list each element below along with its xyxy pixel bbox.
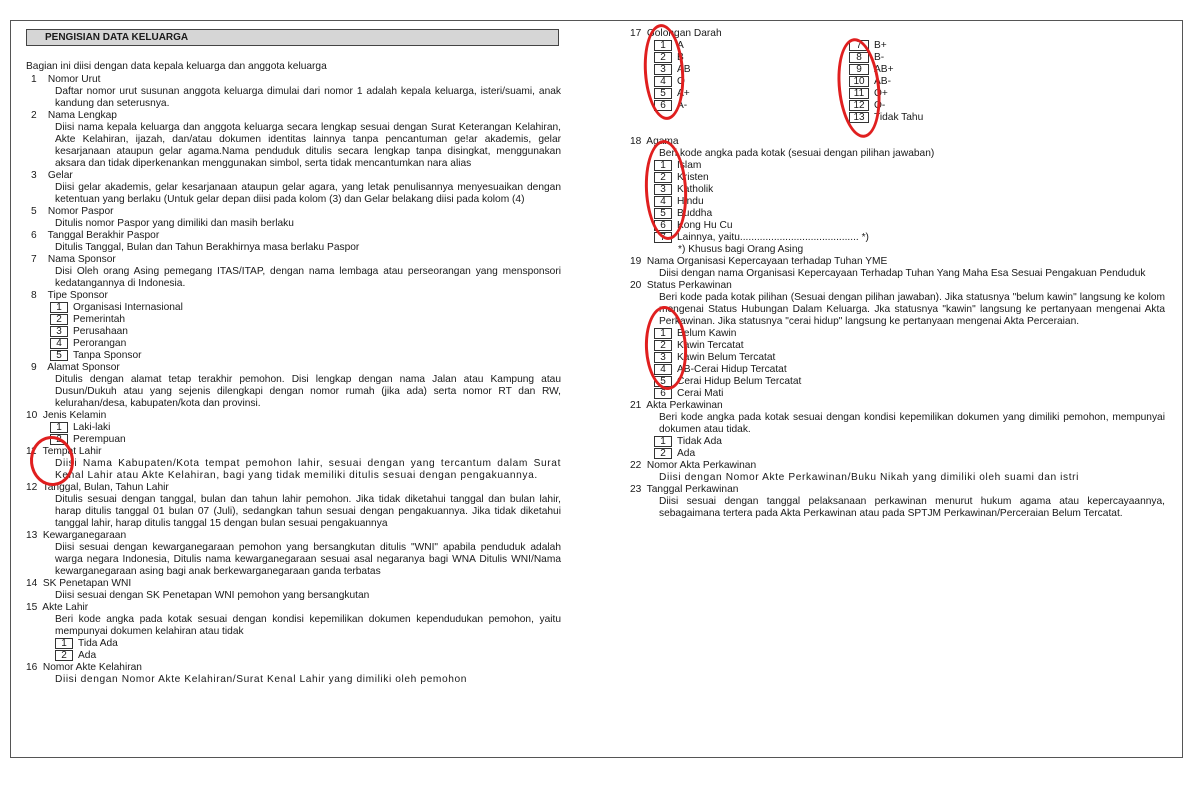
item-desc: Diisi gelar akademis, gelar kesarjanaan ataupun gelar agara, yang letak penulisannya menyesuaikan dengan ketentuan yang berlaku (Untuk gelar depan diisi pada kolom (3) dan Gelar belakang diisi pada kolom (4) — [55, 182, 561, 205]
item-desc: Diisi nama kepala keluarga dan anggota keluarga secara lengkap sesuai dengan Surat Keterangan Kelahiran, Akte Kelahiran, ijazah, dan/atau dokumen identitas lainnya tanpa pencantuman ge!ar akademis, gelar kesarjanaan ataupun gelar agama.Nama penduduk ditulis secara lengkap tanpa disingkat, menggunakan aksara dan tidak diperkenankan menggunakan simbol, serta tidak mencantumkan nara alias — [55, 122, 561, 169]
code-box: 2 — [654, 172, 672, 183]
option-row — [26, 326, 561, 338]
intro-text: Bagian ini diisi dengan data kepala keluarga dan anggota keluarga — [26, 61, 327, 72]
code-box: 1 — [50, 302, 68, 313]
item-title: Akta Perkawinan — [646, 400, 723, 411]
item-title: Jenis Kelamin — [42, 410, 107, 421]
section-header: PENGISIAN DATA KELUARGA — [26, 29, 559, 46]
code-box: 2 — [55, 650, 73, 661]
code-box: 5 — [50, 350, 68, 361]
option-label: AB- — [874, 76, 891, 87]
item-desc: Diisi dengan Nomor Akte Kelahiran/Surat Kenal Lahir yang dimiliki oleh pemohon — [55, 674, 468, 685]
item-tanggal-lahir: 12 Tanggal, Bulan, Tahun Lahir Ditulis sesuai dengan tanggal, bulan dan tahun lahir pemohon. Jika tidak diketahui tanggal dan bulan lahir, harap ditulis tanggal 01 bulan 07 (Juli), sedangkan tahun sesuai dengan pengakuannya. Jika tidak diketahui tanggal lahir, harap ditulis tanggal 15 dengan bulan sesuai pengakuannya — [26, 482, 561, 529]
option-label: Perorangan — [73, 338, 127, 349]
item-akte-lahir: 15 Akte Lahir Beri kode angka pada kotak sesuai dengan kondisi kepemilikan dokumen kependudukan pemohon, yaitu mempunyai dokumen kelahiran atau tidak 1 Tida Ada 2 Ada — [26, 602, 561, 661]
right-column — [630, 28, 1165, 520]
option-row — [630, 436, 1165, 448]
option-label: A — [677, 40, 684, 51]
code-box: 1 — [654, 160, 672, 171]
code-box: 2 — [654, 448, 672, 459]
item-desc: Beri kode angka pada kotak sesuai dengan kondisi kepemilikan dokumen kependudukan pemohon, yaitu mempunyai dokumen kelahiran atau tidak — [55, 614, 561, 637]
item-gelar: 3 Gelar Diisi gelar akademis, gelar kesarjanaan ataupun gelar agara, yang letak penulisannya menyesuaikan dengan ketentuan yang berlaku (Untuk gelar depan diisi pada kolom (3) dan Gelar belakang diisi pada kolom (4) — [26, 170, 561, 206]
item-desc: Ditulis sesuai dengan tanggal, bulan dan tahun lahir pemohon. Jika tidak diketahui tanggal dan bulan lahir, harap ditulis tanggal 01 bulan 07 (Juli), sedangkan tahun sesuai dengan pengakuannya. Jika tidak diketahui tanggal lahir, harap ditulis tanggal 15 dengan bulan sesuai pengakuannya — [55, 494, 561, 529]
blood-type-options — [654, 40, 1165, 126]
code-box: 4 — [654, 196, 672, 207]
item-nomor-urut: 1 Nomor Urut Daftar nomor urut susunan anggota keluarga dimulai dari nomor 1 adalah kepala keluarga, isteri/suami, anak kandung dan seterusnya. — [26, 74, 561, 110]
code-box: 1 — [654, 328, 672, 339]
item-title: Nomor Urut — [47, 74, 101, 85]
option-label: Ada — [677, 448, 696, 459]
code-box: 1 — [55, 638, 73, 649]
option-label: Kristen — [677, 172, 709, 183]
option-label: Islam — [677, 160, 702, 171]
item-desc: Diisi sesuai dengan SK Penetapan WNI pemohon yang bersangkutan — [55, 590, 370, 601]
option-label: Organisasi Internasional — [73, 302, 183, 313]
item-title: Gelar — [47, 170, 73, 181]
option-row — [630, 388, 1165, 400]
item-desc: Disi Oleh orang Asing pemegang ITAS/ITAP, dengan nama lembaga atau perseorangan yang mensponsori kedatangannya di Indonesia. — [55, 266, 561, 289]
code-box: 1 — [654, 436, 672, 447]
item-title: Akte Lahir — [42, 602, 89, 613]
item-desc: Diisi Nama Kabupaten/Kota tempat pemohon lahir, sesuai dengan yang tercantum dalam Surat Kenal Lahir atau Akte Kelahiran, bagi yang tidak memiliki ditulis sesuai dengan pengakuannya. — [55, 458, 561, 481]
option-row — [630, 364, 1165, 376]
option-label: Perusahaan — [73, 326, 128, 337]
option-row — [26, 314, 561, 326]
option-row — [26, 434, 561, 446]
item-tipe-sponsor: 8 Tipe Sponsor 1 Organisasi Internasional 2 Pemerintah 3 Perusahaan 4 Perorangan 5 Tanpa Sponsor — [26, 290, 561, 362]
code-box: 7 — [849, 40, 869, 51]
item-desc: Diisi dengan nama Organisasi Kepercayaan Terhadap Tuhan Yang Maha Esa Sesuai Pengakuan Penduduk — [659, 268, 1146, 279]
code-box: 3 — [654, 64, 672, 75]
option-label: Tidak Ada — [677, 436, 722, 447]
option-row — [26, 650, 561, 662]
item-nama-sponsor: 7 Nama Sponsor Disi Oleh orang Asing pemegang ITAS/ITAP, dengan nama lembaga atau perseorangan yang mensponsori kedatangannya di Indonesia. — [26, 254, 561, 290]
option-label: Laki-laki — [73, 422, 111, 433]
option-row — [26, 350, 561, 362]
option-row — [630, 232, 1165, 244]
code-box: 3 — [654, 352, 672, 363]
option-label: A+ — [677, 88, 690, 99]
code-box: 5 — [654, 376, 672, 387]
option-label: AB — [677, 64, 691, 75]
option-label: O+ — [874, 88, 888, 99]
item-title: Status Perkawinan — [646, 280, 732, 291]
item-kewarganegaraan: 13 Kewarganegaraan Diisi sesuai dengan kewarganegaraan pemohon yang bersangkutan ditulis "WNI" apabila penduduk adalah warga negara Indonesia, Ditulis nama kewarganegaraan sesuai asal negaranya bagi WNA Ditulis WNI/Nama kewarganegaraan asing bagi anak berkewarganegaraan ganda terbatas — [26, 530, 561, 577]
option-label: B — [677, 52, 684, 63]
item-title: Kewarganegaraan — [42, 530, 127, 541]
item-title: Tanggal Berakhir Paspor — [47, 230, 160, 241]
option-row — [630, 160, 1165, 172]
option-label: Tidak Tahu — [874, 112, 924, 123]
item-desc: Beri kode angka pada kotak (sesuai dengan pilihan jawaban) — [659, 148, 935, 159]
option-label: Kawin Tercatat — [677, 340, 744, 351]
option-label: Cerai Mati — [677, 388, 724, 399]
option-row — [630, 220, 1165, 232]
option-label: Belum Kawin — [677, 328, 737, 339]
code-box: 11 — [849, 88, 869, 99]
item-jenis-kelamin: 10 Jenis Kelamin 1 Laki-laki 2 Perempuan — [26, 410, 561, 446]
option-label: Buddha — [677, 208, 713, 219]
code-box: 1 — [654, 40, 672, 51]
option-label: Kong Hu Cu — [677, 220, 733, 231]
item-status-perkawinan: 20 Status Perkawinan Beri kode pada kotak pilihan (Sesuai dengan pilihan jawaban). Jika statusnya "belum kawin" langsung ke kolom mengenai Status Hubungan Dalam Keluarga. Jka statusnya "kawin" langsung ke pertanyaan mengenai Akta Perkawinan. Jika statusnya "cerai hidup" langsung ke pertanyaan mengenai Akta Perceraian. 1 Belum Kawin 2 Kawin Tercatat 3 Kawin Belum Tercatat 4 AB-Cerai Hidup Tercatat 5 Cerai Hidup Belum Tercatat 6 Cerai Mati — [630, 280, 1165, 399]
option-label: Lainnya, yaitu.......................................... *) — [677, 232, 869, 243]
option-label: Ada — [78, 650, 97, 661]
left-column — [26, 74, 561, 686]
code-box: 6 — [654, 100, 672, 111]
item-title: Nama Lengkap — [47, 110, 117, 121]
code-box: 6 — [654, 388, 672, 399]
option-label: Pemerintah — [73, 314, 126, 325]
option-row — [630, 184, 1165, 196]
item-nomor-akte-kelahiran: 16 Nomor Akte Kelahiran Diisi dengan Nomor Akte Kelahiran/Surat Kenal Lahir yang dimiliki oleh pemohon — [26, 662, 561, 686]
item-alamat-sponsor: 9 Alamat Sponsor Ditulis dengan alamat tetap terakhir pemohon. Disi lengkap dengan nama Jalan atau Kampung atau Dusun/Dukuh atau yang sejenis dilengkapi dengan nomor rumah (jika ada) serta nomor RT dan RW, kelurahan/desa, kabupaten/kota dan provinsi. — [26, 362, 561, 410]
item-sk-penetapan-wni: 14 SK Penetapan WNI Diisi sesuai dengan SK Penetapan WNI pemohon yang bersangkutan — [26, 578, 561, 602]
option-row — [630, 448, 1165, 460]
item-title: SK Penetapan WNI — [42, 578, 132, 589]
code-box: 3 — [50, 326, 68, 337]
item-title: Golongan Darah — [646, 28, 722, 39]
code-box: 2 — [654, 52, 672, 63]
item-title: Alamat Sponsor — [47, 362, 120, 373]
item-desc: Daftar nomor urut susunan anggota keluarga dimulai dari nomor 1 adalah kepala keluarga, isteri/suami, anak kandung dan seterusnya. — [55, 86, 561, 109]
code-box: 3 — [654, 184, 672, 195]
option-row — [630, 208, 1165, 220]
item-desc: Beri kode pada kotak pilihan (Sesuai dengan pilihan jawaban). Jika statusnya "belum kawin" langsung ke kolom mengenai Status Hubungan Dalam Keluarga. Jka statusnya "kawin" langsung ke pertanyaan mengenai Akta Perkawinan. Jika statusnya "cerai hidup" langsung ke pertanyaan mengenai Akta Perceraian. — [659, 292, 1165, 327]
option-label: Katholik — [677, 184, 714, 195]
code-box: 6 — [654, 220, 672, 231]
item-desc: Diisi sesuai dengan kewarganegaraan pemohon yang bersangkutan ditulis "WNI" apabila penduduk adalah warga negara Indonesia, Ditulis nama kewarganegaraan sesuai asal negaranya bagi WNA Ditulis WNI/Nama kewarganegaraan asing bagi anak berkewarganegaraan ganda terbatas — [55, 542, 561, 577]
option-label: Cerai Hidup Belum Tercatat — [677, 376, 802, 387]
item-agama: 18 Agama Beri kode angka pada kotak (sesuai dengan pilihan jawaban) 1 Islam 2 Kristen 3 Katholik 4 Hindu 5 Buddha 6 Kong Hu Cu 7 Lainnya, yaitu.......................................... *) *) Khusus bagi Orang Asing — [630, 136, 1165, 256]
item-title: Tempat Lahir — [42, 446, 102, 457]
item-nomor-akta-perkawinan: 22 Nomor Akta Perkawinan Diisi dengan Nomor Akte Perkawinan/Buku Nikah yang dimiliki oleh suami dan istri — [630, 460, 1165, 484]
code-box: 12 — [849, 100, 869, 111]
code-box: 2 — [50, 434, 68, 445]
option-label: B- — [874, 52, 885, 63]
item-golongan-darah: 17 Golongan Darah 1 A 2 B 3 AB 4 O 5 A+ 6 A- 7 B+ 8 B- 9 AB+ 10 AB- 11 O+ 12 O- 13 Tidak Tahu — [630, 28, 1165, 126]
option-label: A- — [677, 100, 688, 111]
option-row — [26, 638, 561, 650]
option-label: O- — [874, 100, 886, 111]
item-nomor-paspor: 5 Nomor Paspor Ditulis nomor Paspor yang dimiliki dan masih berlaku — [26, 206, 561, 230]
item-desc: Ditulis nomor Paspor yang dimiliki dan masih berlaku — [55, 218, 294, 229]
code-box: 1 — [50, 422, 68, 433]
item-nama-lengkap: 2 Nama Lengkap Diisi nama kepala keluarga dan anggota keluarga secara lengkap sesuai dengan Surat Keterangan Kelahiran, Akte Kelahiran, ijazah, dan/atau dokumen identitas lainnya tanpa pencantuman ge!ar akademis, gelar kesarjanaan ataupun gelar agama.Nama penduduk ditulis secara lengkap tanpa disingkat, menggunakan aksara dan tidak diperkenankan menggunakan simbol, serta tidak mencantumkan nara alias — [26, 110, 561, 170]
item-title: Nomor Akte Kelahiran — [42, 662, 142, 673]
option-row — [630, 328, 1165, 340]
option-row — [630, 196, 1165, 208]
item-title: Agama — [646, 136, 679, 147]
code-box: 7 — [654, 232, 672, 243]
item-desc: Beri kode angka pada kotak sesuai dengan kondisi kepemilikan dokumen yang dimiliki pemohon, mempunyai dokumen atau tidak. — [659, 412, 1165, 435]
item-akta-perkawinan: 21 Akta Perkawinan Beri kode angka pada kotak sesuai dengan kondisi kepemilikan dokumen yang dimiliki pemohon, mempunyai dokumen atau tidak. 1 Tidak Ada 2 Ada — [630, 400, 1165, 459]
code-box: 8 — [849, 52, 869, 63]
code-box: 10 — [849, 76, 869, 87]
item-title: Nama Organisasi Kepercayaan terhadap Tuhan YME — [646, 256, 888, 267]
item-tanggal-berakhir-paspor: 6 Tanggal Berakhir Paspor Ditulis Tanggal, Bulan dan Tahun Berakhirnya masa berlaku Paspor — [26, 230, 561, 254]
code-box: 4 — [654, 364, 672, 375]
option-row — [630, 172, 1165, 184]
item-title: Nomor Paspor — [47, 206, 114, 217]
footnote: *) Khusus bagi Orang Asing — [678, 244, 804, 255]
option-row — [26, 302, 561, 314]
option-label: Perempuan — [73, 434, 126, 445]
option-row — [26, 422, 561, 434]
option-label: B+ — [874, 40, 887, 51]
item-organisasi-kepercayaan: 19 Nama Organisasi Kepercayaan terhadap Tuhan YME Diisi dengan nama Organisasi Kepercayaan Terhadap Tuhan Yang Maha Esa Sesuai Pengakuan Penduduk — [630, 256, 1165, 280]
code-box: 2 — [50, 314, 68, 325]
option-label: AB+ — [874, 64, 894, 75]
code-box: 5 — [654, 208, 672, 219]
item-desc: Diisi dengan Nomor Akte Perkawinan/Buku Nikah yang dimiliki oleh suami dan istri — [659, 472, 1080, 483]
option-row — [630, 340, 1165, 352]
option-label: Kawin Belum Tercatat — [677, 352, 776, 363]
item-title: Nama Sponsor — [47, 254, 116, 265]
item-tempat-lahir: 11 Tempat Lahir Diisi Nama Kabupaten/Kota tempat pemohon lahir, sesuai dengan yang tercantum dalam Surat Kenal Lahir atau Akte Kelahiran, bagi yang tidak memiliki ditulis sesuai dengan pengakuannya. — [26, 446, 561, 481]
code-box: 4 — [654, 76, 672, 87]
option-label: Hindu — [677, 196, 704, 207]
code-box: 4 — [50, 338, 68, 349]
code-box: 13 — [849, 112, 869, 123]
code-box: 9 — [849, 64, 869, 75]
item-title: Nomor Akta Perkawinan — [646, 460, 757, 471]
code-box: 5 — [654, 88, 672, 99]
option-row — [26, 338, 561, 350]
item-tanggal-perkawinan: 23 Tanggal Perkawinan Diisi sesuai dengan tanggal pelaksanaan perkawinan menurut hukum agama atau kepercayaannya, sebagaimana tertera pada Akta Perkawinan atau pada SPTJM Perkawinan/Perceraian Belum Tercatat. — [630, 484, 1165, 519]
option-label: Tida Ada — [78, 638, 118, 649]
option-label: Tanpa Sponsor — [73, 350, 142, 361]
item-desc: Ditulis Tanggal, Bulan dan Tahun Berakhirnya masa berlaku Paspor — [55, 242, 360, 253]
item-title: Tanggal, Bulan, Tahun Lahir — [42, 482, 169, 493]
item-desc: Diisi sesuai dengan tanggal pelaksanaan perkawinan menurut hukum agama atau kepercayaannya, sebagaimana tertera pada Akta Perkawinan atau pada SPTJM Perkawinan/Perceraian Belum Tercatat. — [659, 496, 1165, 519]
item-title: Tanggal Perkawinan — [646, 484, 739, 495]
item-title: Tipe Sponsor — [47, 290, 108, 301]
option-label: O — [677, 76, 685, 87]
code-box: 2 — [654, 340, 672, 351]
option-row — [630, 352, 1165, 364]
item-desc: Ditulis dengan alamat tetap terakhir pemohon. Disi lengkap dengan nama Jalan atau Kampung atau Dusun/Dukuh atau yang sejenis dilengkapi dengan nomor rumah (jika ada) serta nomor RT dan RW, kelurahan/desa, kabupaten/kota dan provinsi. — [55, 374, 561, 409]
option-label: AB-Cerai Hidup Tercatat — [677, 364, 787, 375]
option-row — [630, 376, 1165, 388]
